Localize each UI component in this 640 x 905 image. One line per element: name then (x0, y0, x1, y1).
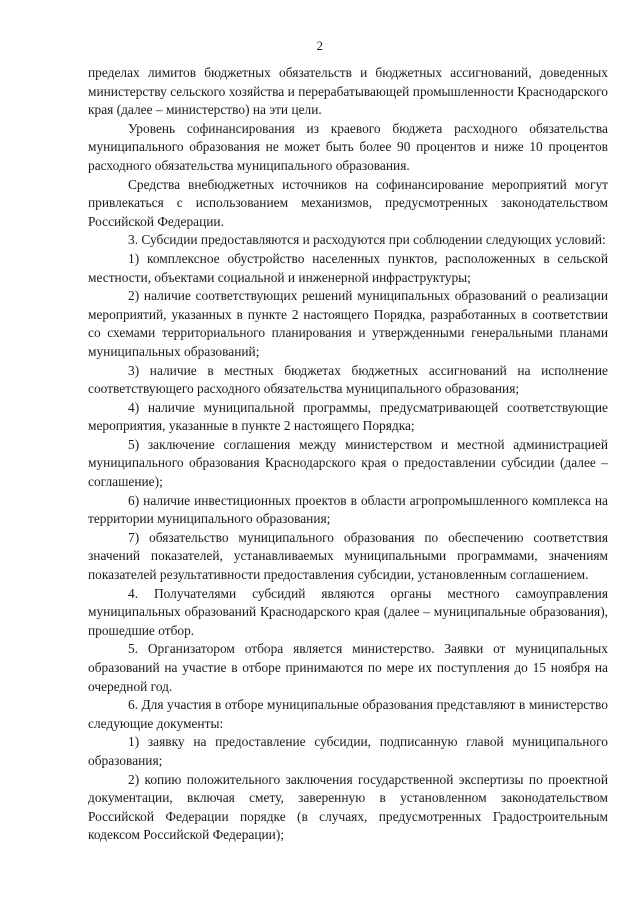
condition-7: 7) обязательство муниципального образования по обеспечению соответствия значений показателей, устанавливаемых муниципальными программами, значениям показателей результативности предоставления субсидии, установленным соглашением. (88, 529, 608, 583)
condition-3: 3) наличие в местных бюджетах бюджетных ассигнований на исполнение соответствующего расходного обязательства муниципального образования; (88, 362, 608, 397)
clause-6-documents: 6. Для участия в отборе муниципальные образования представляют в министерство следующие документы: (88, 697, 608, 731)
document-body (88, 64, 608, 845)
clause-5-organizer: 5. Организатором отбора является министерство. Заявки от муниципальных образований на участие в отборе принимаются по мере их поступления до 15 ноября на очередной год. (88, 641, 608, 694)
condition-6: 6) наличие инвестиционных проектов в области агропромышленного комплекса на территории муниципального образования; (88, 492, 608, 527)
document-item-1: 1) заявку на предоставление субсидии, подписанную главой муниципального образования; (88, 734, 608, 768)
condition-5: 5) заключение соглашения между министерством и местной администрацией муниципального образования Краснодарского края о предоставлении субсидии (далее – соглашение); (88, 436, 608, 490)
document-item-2: 2) копию положительного заключения государственной экспертизы по проектной документации, включая смету, заверенную в установленном законодательством Российской Федерации порядке (в случаях, предусмотренных Градостроительным кодексом Российской Федерации); (88, 771, 608, 843)
condition-1: 1) комплексное обустройство населенных пунктов, расположенных в сельской местности, объектами социальной и инженерной инфраструктуры; (88, 250, 608, 285)
clause-3-conditions: 3. Субсидии предоставляются и расходуются при соблюдении следующих условий: (128, 232, 606, 248)
paragraph-extrabudgetary-sources: Средства внебюджетных источников на софинансирование мероприятий могут привлекаться с использованием механизмов, предусмотренных законодательством Российской Федерации. (88, 176, 608, 229)
condition-4: 4) наличие муниципальной программы, предусматривающей соответствующие мероприятия, указанные в пункте 2 настоящего Порядка; (88, 399, 608, 434)
page-number: 2 (316, 38, 324, 53)
condition-2: 2) наличие соответствующих решений муниципальных образований о реализации мероприятий, указанных в пункте 2 настоящего Порядка, разработанных в соответствии со схемами территориального планирования и утвержденными генеральными планами муниципальных образований; (88, 288, 608, 359)
paragraph-cofinancing-level: Уровень софинансирования из краевого бюджета расходного обязательства муниципального образования не может быть более 90 процентов и ниже 10 процентов расходного обязательства муниципального образования. (88, 120, 608, 173)
clause-4-recipients: 4. Получателями субсидий являются органы местного самоуправления муниципальных образований Краснодарского края (далее – муниципальные образования), прошедшие отбор. (88, 585, 608, 638)
paragraph-continuation: пределах лимитов бюджетных обязательств и бюджетных ассигнований, доведенных министерству сельского хозяйства и перерабатывающей промышленности Краснодарского края (далее – министерство) на эти цели. (88, 65, 608, 118)
